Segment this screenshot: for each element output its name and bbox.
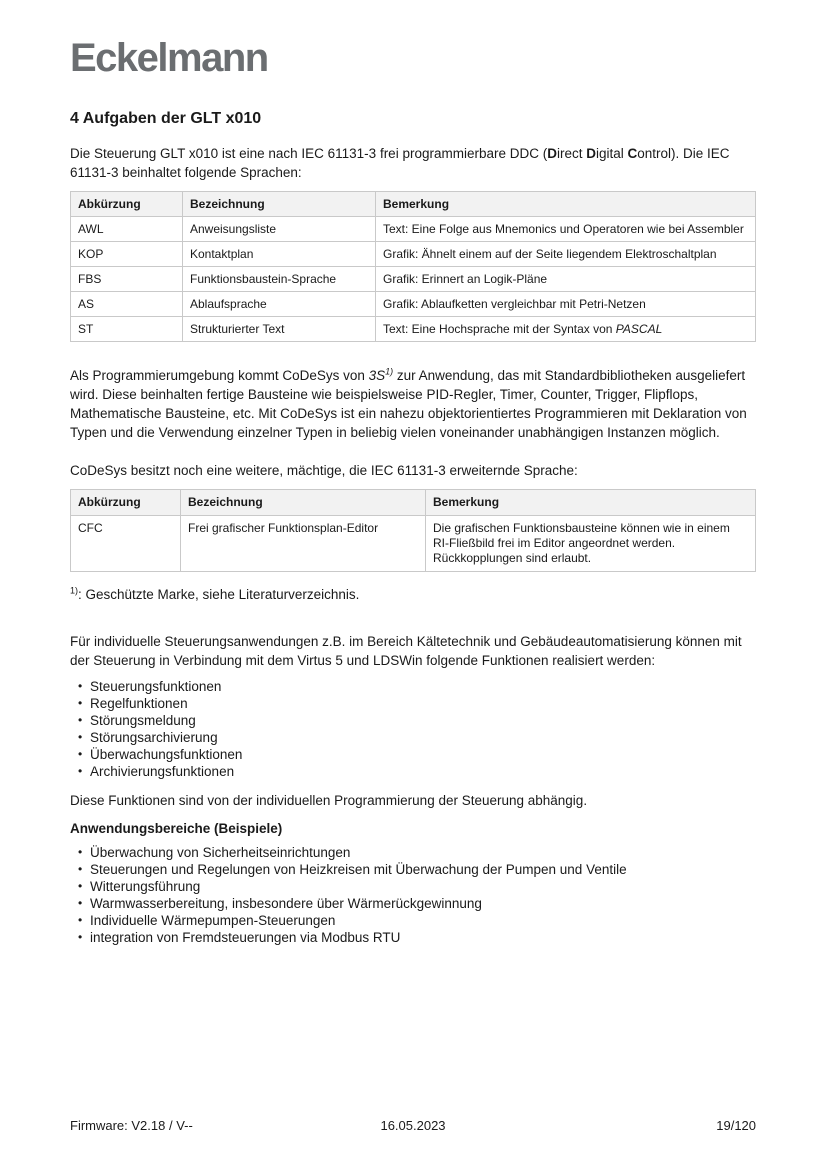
intro-bold-c: C <box>627 146 638 161</box>
footnote-marker: 1) <box>385 366 394 377</box>
column-header-bemerkung: Bemerkung <box>376 192 756 217</box>
intro-text: Die Steuerung GLT x010 ist eine nach IEC 61131-3 frei programmierbare DDC ( <box>70 146 548 161</box>
table-header-row <box>71 192 756 217</box>
table-row <box>71 317 756 342</box>
cfc-table <box>70 489 756 572</box>
intro-bold-d2: D <box>586 146 596 161</box>
list-item: • Regelfunktionen <box>70 695 756 712</box>
cell-remark-italic: PASCAL <box>615 322 663 336</box>
footer-page-number: 19/120 <box>716 1118 757 1133</box>
cell-remark: Grafik: Ablaufketten vergleichbar mit Petri-Netzen <box>376 292 756 317</box>
table-row <box>71 267 756 292</box>
list-item: • Warmwasserbereitung, insbesondere über Wärmerückgewinnung <box>70 895 756 912</box>
cell-abbr: CFC <box>71 516 181 572</box>
cell-name: Ablaufsprache <box>183 292 376 317</box>
list-item: • Steuerungen und Regelungen von Heizkreisen mit Überwachung der Pumpen und Ventile <box>70 861 756 878</box>
cell-name: Anweisungsliste <box>183 217 376 242</box>
column-header-bezeichnung: Bezeichnung <box>181 490 426 516</box>
table-row <box>71 292 756 317</box>
codesys-paragraph <box>70 366 756 442</box>
table-row <box>71 242 756 267</box>
functions-note-paragraph: Diese Funktionen sind von der individuellen Programmierung der Steuerung abhängig. <box>70 793 588 808</box>
list-item: • Witterungsführung <box>70 878 756 895</box>
cell-abbr: ST <box>71 317 183 342</box>
cell-abbr: KOP <box>71 242 183 267</box>
list-item: • Störungsmeldung <box>70 712 756 729</box>
list-item: • Störungsarchivierung <box>70 729 756 746</box>
footnote-marker: 1) <box>70 585 79 596</box>
cell-remark: Grafik: Erinnert an Logik-Pläne <box>376 267 756 292</box>
column-header-abkuerzung: Abkürzung <box>71 192 183 217</box>
cell-name: Frei grafischer Funktionsplan-Editor <box>181 516 426 572</box>
applications-heading: Anwendungsbereiche (Beispiele) <box>70 821 283 836</box>
list-item: • integration von Fremdsteuerungen via Modbus RTU <box>70 929 756 946</box>
brand-3s: 3S <box>368 368 386 383</box>
table-row <box>71 217 756 242</box>
cell-remark-text: Text: Eine Hochsprache mit der Syntax von <box>383 322 616 336</box>
functions-list <box>70 678 756 780</box>
list-item: • Überwachung von Sicherheitseinrichtungen <box>70 844 756 861</box>
list-item: • Individuelle Wärmepumpen-Steuerungen <box>70 912 756 929</box>
list-item: • Archivierungsfunktionen <box>70 763 756 780</box>
cfc-intro-paragraph: CoDeSys besitzt noch eine weitere, mächtige, die IEC 61131-3 erweiternde Sprache: <box>70 463 578 478</box>
cell-abbr: AWL <box>71 217 183 242</box>
cell-name: Kontaktplan <box>183 242 376 267</box>
table-header-row <box>71 490 756 516</box>
footer-firmware-version: Firmware: V2.18 / V-- <box>70 1118 193 1133</box>
cell-remark: Grafik: Ähnelt einem auf der Seite liegendem Elektroschaltplan <box>376 242 756 267</box>
cell-remark <box>376 317 756 342</box>
cell-name: Funktionsbaustein-Sprache <box>183 267 376 292</box>
list-item: • Steuerungsfunktionen <box>70 678 756 695</box>
footnote <box>70 585 756 604</box>
column-header-bezeichnung: Bezeichnung <box>183 192 376 217</box>
section-heading: 4 Aufgaben der GLT x010 <box>70 110 262 127</box>
programming-languages-table <box>70 191 756 342</box>
intro-text: ontrol). Die IEC 61131-3 beinhaltet folgende Sprachen: <box>70 146 730 180</box>
page-footer <box>70 1118 756 1133</box>
intro-bold-d1: D <box>547 146 557 161</box>
intro-paragraph <box>70 144 756 182</box>
cell-remark: Die grafischen Funktionsbausteine können wie in einem RI-Fließbild frei im Editor angeordnet werden. Rückkopplungen sind erlaubt. <box>426 516 756 572</box>
applications-list <box>70 844 756 946</box>
eckelmann-logo: Eckelmann <box>70 36 268 80</box>
functions-intro-paragraph: Für individuelle Steuerungsanwendungen z.B. im Bereich Kältetechnik und Gebäudeautomatisierung können mit der Steuerung in Verbindung mit dem Virtus 5 und LDSWin folgende Funktionen realisiert werden: <box>70 634 742 668</box>
footer-date: 16.05.2023 <box>380 1118 446 1133</box>
cell-name: Strukturierter Text <box>183 317 376 342</box>
column-header-abkuerzung: Abkürzung <box>71 490 181 516</box>
table-row <box>71 516 756 572</box>
cell-abbr: FBS <box>71 267 183 292</box>
intro-text: irect <box>556 146 587 161</box>
codesys-text: zur Anwendung, das mit Standardbibliotheken ausgeliefert wird. Diese beinhalten fertige Bausteine wie beispielsweise PID-Regler, Timer, Counter, Trigger, Flipflops, Mathematische Bausteine, etc. Mit CoDeSys ist ein nahezu objektorientiertes Programmieren mit Deklaration von Typen und die Verwendung einzelner Typen in beliebig vielen voneinander unabhängigen Instanzen möglich. <box>70 368 747 440</box>
intro-text: igital <box>596 146 628 161</box>
cell-abbr: AS <box>71 292 183 317</box>
footnote-text: : Geschützte Marke, siehe Literaturverzeichnis. <box>78 587 360 602</box>
codesys-text: Als Programmierumgebung kommt CoDeSys von <box>70 368 369 383</box>
column-header-bemerkung: Bemerkung <box>426 490 756 516</box>
cell-remark: Text: Eine Folge aus Mnemonics und Operatoren wie bei Assembler <box>376 217 756 242</box>
list-item: • Überwachungsfunktionen <box>70 746 756 763</box>
